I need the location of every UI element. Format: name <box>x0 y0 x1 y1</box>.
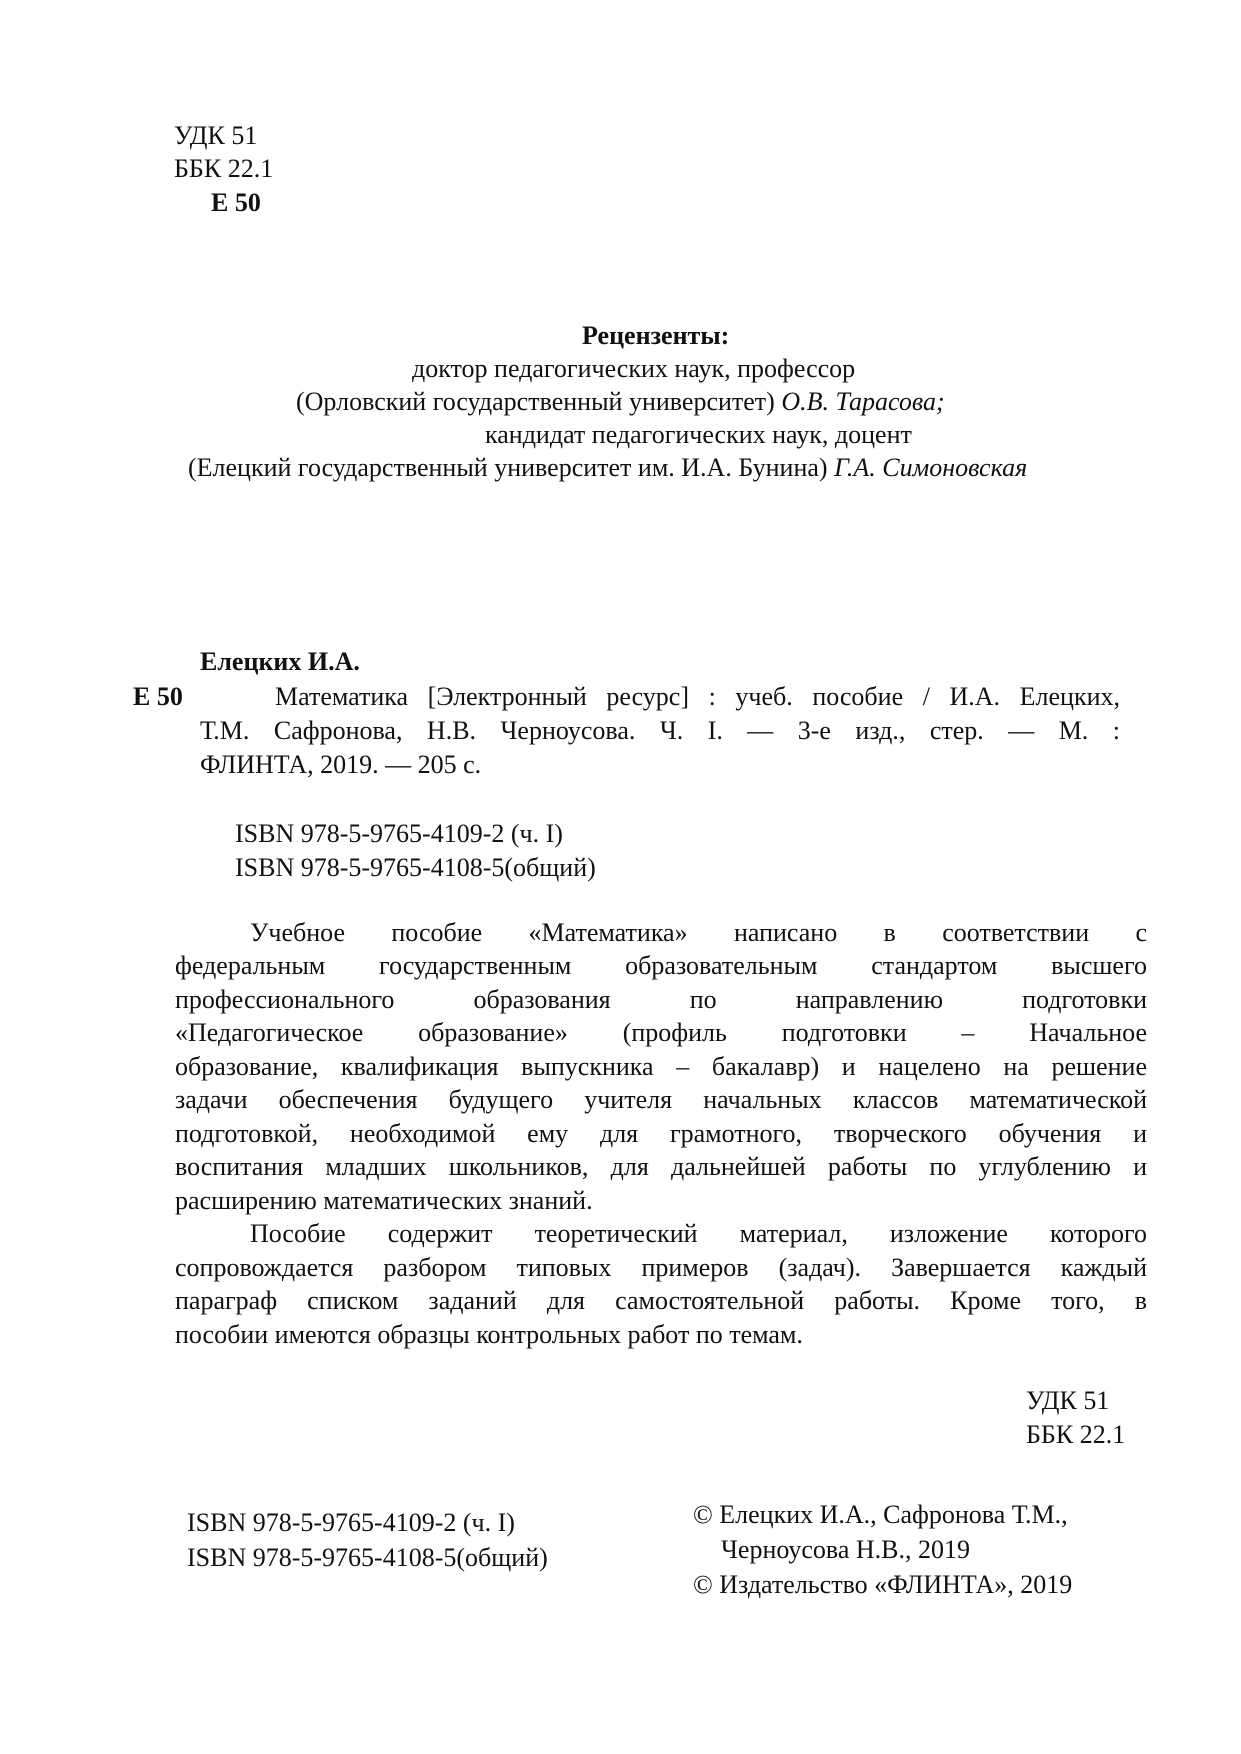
abstract-p1-line: расширению математических знаний. <box>175 1186 593 1215</box>
bbk-bottom: ББК 22.1 <box>1026 1420 1126 1449</box>
bbk-top: ББК 22.1 <box>174 154 274 183</box>
abstract-p2-line: сопровождается разбором типовых примеров (задач). Завершается каждый <box>175 1253 1147 1282</box>
citation-line-3: ФЛИНТА, 2019. — 205 с. <box>200 750 482 779</box>
abstract-p1-line: задачи обеспечения будущего учителя начальных классов математической <box>175 1085 1147 1114</box>
reviewer-2-line <box>188 455 1027 481</box>
citation-isbn-1: ISBN 978-5-9765-4109-2 (ч. I) <box>235 819 563 848</box>
udk-bottom: УДК 51 <box>1026 1386 1110 1415</box>
abstract-p1-line: профессионального образования по направлению подготовки <box>175 985 1147 1014</box>
citation-author: Елецких И.А. <box>200 647 360 676</box>
abstract-p1-line: федеральным государственным образовательным стандартом высшего <box>175 951 1147 980</box>
citation-code: Е 50 <box>133 682 183 711</box>
citation-line-1: Математика [Электронный ресурс] : учеб. пособие / И.А. Елецких, <box>275 682 1120 711</box>
reviewer-1-name: О.В. Тарасова; <box>781 387 945 416</box>
udk-top: УДК 51 <box>174 121 258 150</box>
footer-isbn-1: ISBN 978-5-9765-4109-2 (ч. I) <box>187 1508 515 1537</box>
abstract-p2-line: пособии имеются образцы контрольных работ по темам. <box>175 1320 803 1349</box>
reviewer-2-title: кандидат педагогических наук, доцент <box>485 420 912 449</box>
citation-isbn-2: ISBN 978-5-9765-4108-5(общий) <box>235 853 596 882</box>
abstract-p1-line: образование, квалификация выпускника – бакалавр) и нацелено на решение <box>175 1052 1147 1081</box>
reviewers-heading: Рецензенты: <box>582 321 730 350</box>
abstract-p1-line: подготовкой, необходимой ему для грамотного, творческого обучения и <box>175 1119 1147 1148</box>
reviewer-1-affiliation: (Орловский государственный университет) <box>296 387 775 416</box>
copyright-authors-continued: Черноусова Н.В., 2019 <box>721 1535 970 1564</box>
abstract-p2-line: Пособие содержит теоретический материал, изложение которого <box>250 1219 1147 1248</box>
reviewer-1-title: доктор педагогических наук, профессор <box>412 354 856 383</box>
reviewer-1-line <box>296 389 945 415</box>
citation-line-2: Т.М. Сафронова, Н.В. Черноусова. Ч. I. — 3-е изд., стер. — М. : <box>200 716 1120 745</box>
abstract-p1-line: «Педагогическое образование» (профиль подготовки – Начальное <box>175 1018 1147 1047</box>
copyright-publisher: © Издательство «ФЛИНТА», 2019 <box>693 1570 1073 1599</box>
abstract-p1-line: Учебное пособие «Математика» написано в соответствии с <box>250 918 1147 947</box>
author-code-top: Е 50 <box>211 188 261 217</box>
abstract-p1-line: воспитания младших школьников, для дальнейшей работы по углублению и <box>175 1152 1147 1181</box>
copyright-authors: © Елецких И.А., Сафронова Т.М., <box>693 1500 1068 1529</box>
reviewer-2-name: Г.А. Симоновская <box>834 453 1028 482</box>
abstract-p2-line: параграф списком заданий для самостоятельной работы. Кроме того, в <box>175 1286 1147 1315</box>
footer-isbn-2: ISBN 978-5-9765-4108-5(общий) <box>187 1543 548 1572</box>
reviewer-2-affiliation: (Елецкий государственный университет им. И.А. Бунина) <box>188 453 828 482</box>
